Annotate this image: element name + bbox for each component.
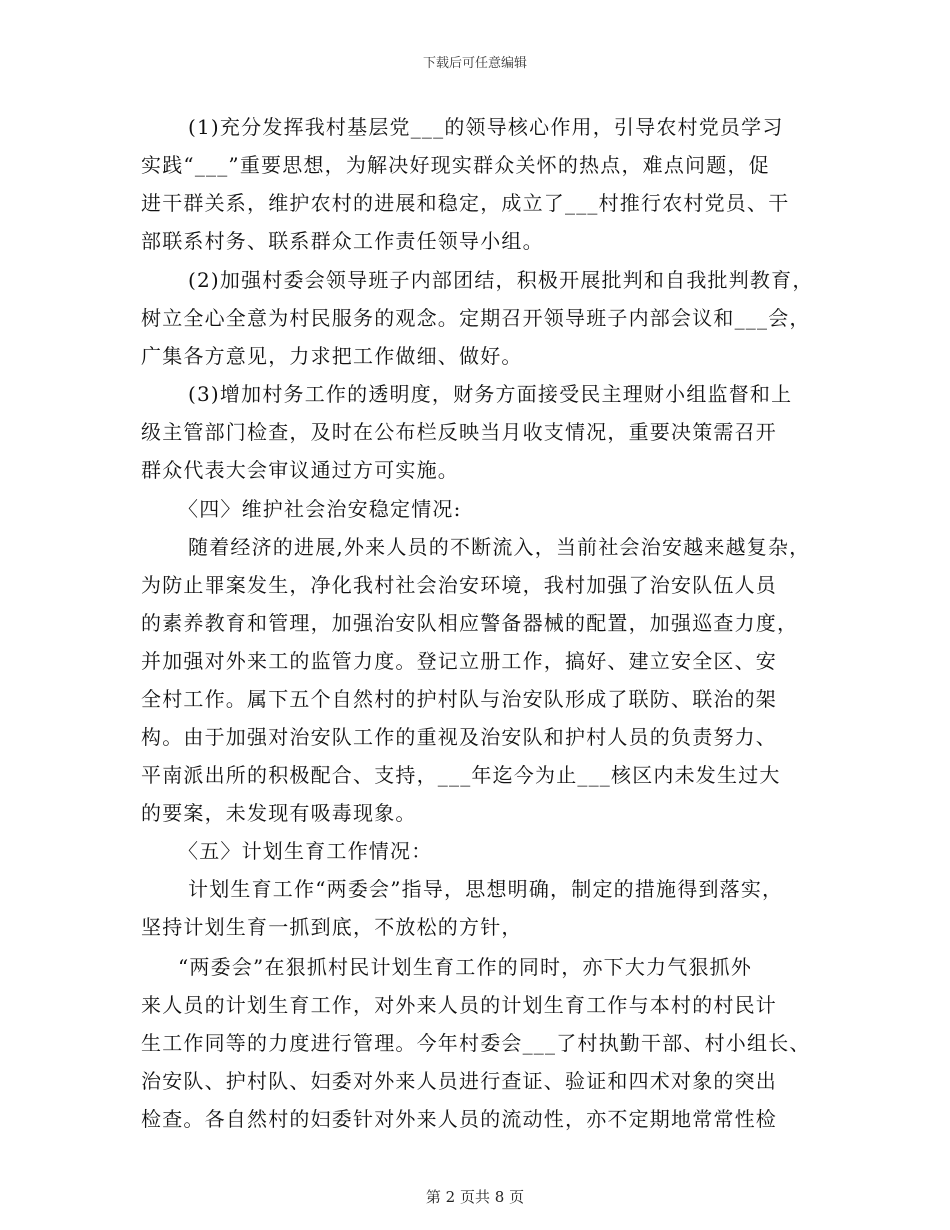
text-line: 群众代表大会审议通过方可实施。 (141, 458, 459, 482)
text-line: 计划生育工作“两委会”指导，思想明确，制定的措施得到落实， (188, 877, 784, 901)
text-line: (1)充分发挥我村基层党___的领导核心作用，引导农村党员学习 (188, 115, 784, 139)
text-line: (2)加强村委会领导班子内部团结，积极开展批判和自我批判教育， (188, 268, 814, 292)
section-heading: 〈五〉计划生育工作情况： (178, 839, 433, 863)
section-heading: 〈四〉维护社会治安稳定情况: (178, 497, 462, 521)
text-line: “两委会”在狠抓村民计划生育工作的同时，亦下大力气狠抓外 (178, 955, 753, 979)
page-header: 下载后可任意编辑 (422, 56, 527, 71)
text-line: 进干群关系，维护农村的进展和稳定，成立了___村推行农村党员、干 (141, 191, 790, 215)
text-line: 治安队、护村队、妇委对外来人员进行查证、验证和四术对象的突出 (141, 1069, 777, 1093)
text-line: 检查。各自然村的妇委针对外来人员的流动性，亦不定期地常常性检 (141, 1107, 777, 1131)
text-line: 部联系村务、联系群众工作责任领导小组。 (141, 229, 544, 253)
text-line: 为防止罪案发生，净化我村社会治安环境，我村加强了治安队伍人员 (141, 573, 777, 597)
text-line: 平南派出所的积极配合、支持，___年迄今为止___核区内未发生过大 (141, 763, 781, 787)
text-line: 的要案，未发现有吸毒现象。 (141, 801, 417, 825)
text-line: 构。由于加强对治安队工作的重视及治安队和护村人员的负责努力、 (141, 725, 777, 749)
text-line: 生工作同等的力度进行管理。今年村委会___了村执勤干部、村小组长、 (141, 1031, 811, 1055)
text-line: 树立全心全意为村民服务的观念。定期召开领导班子内部会议和___会， (141, 306, 811, 330)
text-line: (3)增加村务工作的透明度，财务方面接受民主理财小组监督和上 (188, 382, 793, 406)
text-line: 坚持计划生育一抓到底，不放松的方针， (141, 915, 523, 939)
text-line: 来人员的计划生育工作，对外来人员的计划生育工作与本村的村民计 (141, 993, 777, 1017)
text-line: 级主管部门检查，及时在公布栏反映当月收支情况，重要决策需召开 (141, 420, 777, 444)
page-footer: 第 2 页共 8 页 (425, 1188, 525, 1206)
text-line: 全村工作。属下五个自然村的护村队与治安队形成了联防、联治的架 (141, 687, 777, 711)
text-line: 广集各方意见，力求把工作做细、做好。 (141, 344, 523, 368)
text-line: 的素养教育和管理，加强治安队相应警备器械的配置，加强巡查力度， (141, 611, 799, 635)
text-line: 并加强对外来工的监管力度。登记立册工作，搞好、建立安全区、安 (141, 649, 777, 673)
text-line: 实践“___”重要思想，为解决好现实群众关怀的热点，难点问题，促 (141, 153, 770, 177)
text-line: 随着经济的进展,外来人员的不断流入，当前社会治安越来越复杂， (188, 535, 811, 559)
